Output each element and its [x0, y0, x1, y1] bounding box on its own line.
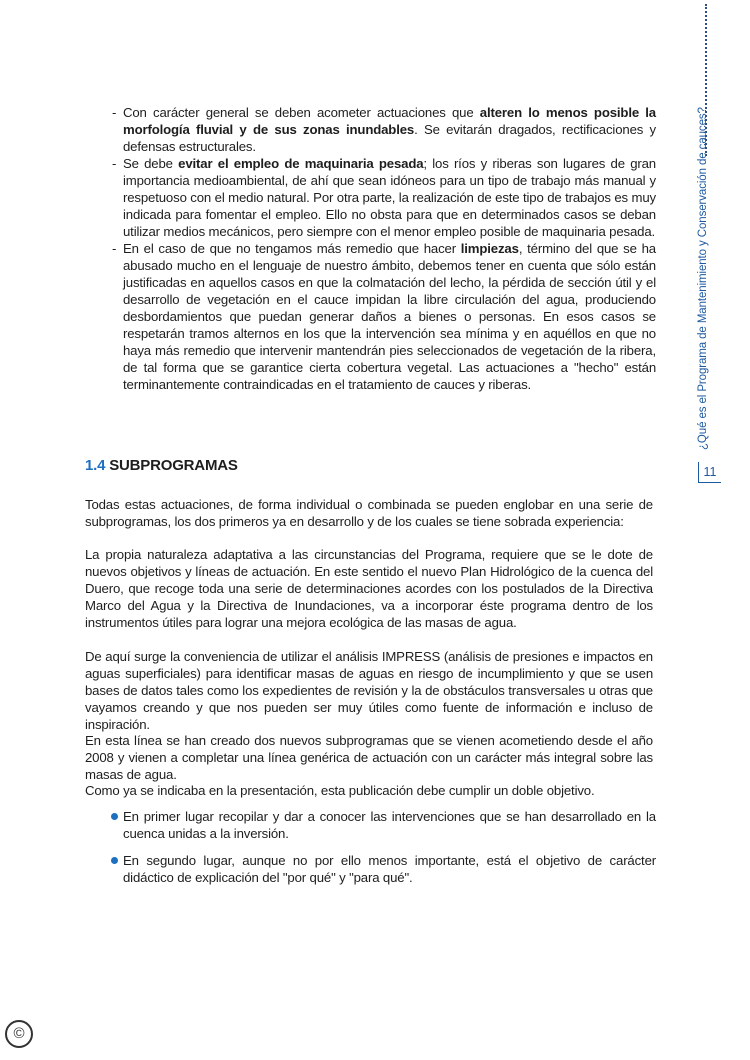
paragraph: De aquí surge la conveniencia de utilizar el análisis IMPRESS (análisis de presiones e impactos en aguas superficiales) para identificar masas de aguas en riesgo de incumplimiento y que se usen bases de datos tales como los expedientes de revisión y la de obstáculos transversales u otras que vayamos creando y que nos pueden ser muy útiles como fuente de información e incluso de inspiración.: [85, 649, 653, 732]
section-title: SUBPROGRAMAS: [109, 457, 238, 474]
paragraph: Como ya se indicaba en la presentación, esta publicación debe cumplir un doble objetivo.: [85, 783, 595, 798]
item-emphasis: alteren lo menos posible la morfología fluvial y de sus zonas inundables: [123, 105, 656, 137]
item-text: Se debe: [123, 156, 179, 171]
item-emphasis: limpiezas: [460, 241, 519, 256]
paragraph: La propia naturaleza adaptativa a las circunstancias del Programa, requiere que se le dote de nuevos objetivos y líneas de actuación. En este sentido el nuevo Plan Hidrológico de la cuenca del Duero, que recoge toda una serie de determinaciones acordes con los postulados de la Directiva Marco del Agua y la Directiva de Inundaciones, va a incorporar éste programa dentro de los instrumentos útiles para lograr una mejora ecológica de las masas de agua.: [85, 547, 653, 630]
item-text: . Se evitarán dragados, rectificaciones y defensas estructurales.: [123, 122, 656, 154]
item-text: Con carácter general se deben acometer actuaciones que: [123, 105, 480, 120]
item-text: En segundo lugar, aunque no por ello menos importante, está el objetivo de carácter didáctico de explicación del "por qué" y "para qué".: [123, 853, 656, 885]
item-emphasis: evitar el empleo de maquinaria pesada: [178, 156, 424, 171]
running-title: ¿Qué es el Programa de Mantenimiento y Conservación de cauces?: [697, 107, 709, 450]
list-item: [112, 155, 656, 240]
page-number: 11: [698, 462, 721, 483]
section-heading: [85, 457, 238, 474]
item-text: En el caso de que no tengamos más remedio que hacer: [123, 241, 461, 256]
list-item: [112, 808, 656, 842]
list-item: [112, 104, 656, 155]
bullet-icon: [111, 813, 118, 820]
item-text: En primer lugar recopilar y dar a conocer las intervenciones que se han desarrollado en la cuenca unidas a la inversión.: [123, 809, 656, 841]
dash-marker: -: [112, 156, 117, 171]
dash-marker: -: [112, 241, 117, 256]
copyright-icon: ©: [5, 1020, 33, 1048]
paragraph: En esta línea se han creado dos nuevos subprogramas que se vienen acometiendo desde el año 2008 y vienen a completar una línea genérica de actuación con un carácter más integral sobre las masas de agua.: [85, 733, 653, 782]
objectives-list: [112, 808, 656, 896]
list-item: [112, 852, 656, 886]
intro-dash-list: [112, 104, 656, 393]
item-text: ; los ríos y riberas son lugares de gran importancia medioambiental, de ahí que sean idóneos para un tipo de trabajo más manual y respetuoso con el medio natural. Por otra parte, la realización de este tipo de trabajos es muy indicada para fomentar el empleo. Ello no obsta para que en determinados casos se deban utilizar medios mecánicos, pero siempre con el menor empleo posible de maquinaria pesada.: [123, 156, 656, 239]
bullet-icon: [111, 857, 118, 864]
paragraph: Todas estas actuaciones, de forma individual o combinada se pueden englobar en una serie de subprogramas, los dos primeros ya en desarrollo y de los cuales se tiene sobrada experiencia:: [85, 497, 653, 529]
dash-marker: -: [112, 105, 117, 120]
item-text: , término del que se ha abusado mucho en el lenguaje de nuestro ámbito, debemos tener en cuenta que sólo están justificadas en aquellos casos en que la colmatación del lecho, la pérdida de sección útil y el desarrollo de vegetación en el cauce impidan la libre circulación del agua, produciendo desbordamientos que puedan generar daños a bienes o personas. En esos casos se respetarán tramos alternos en los que la intervención sea mínima y en aquéllos en que no haya más remedio que intervenir mantendrán pies seleccionados de vegetación de la ribera, de tal forma que se garantice cierta cobertura vegetal. Las actuaciones a "hecho" están terminantemente contraindicadas en el tratamiento de cauces y riberas.: [123, 241, 656, 392]
list-item: [112, 240, 656, 393]
section-number: 1.4: [85, 457, 106, 474]
